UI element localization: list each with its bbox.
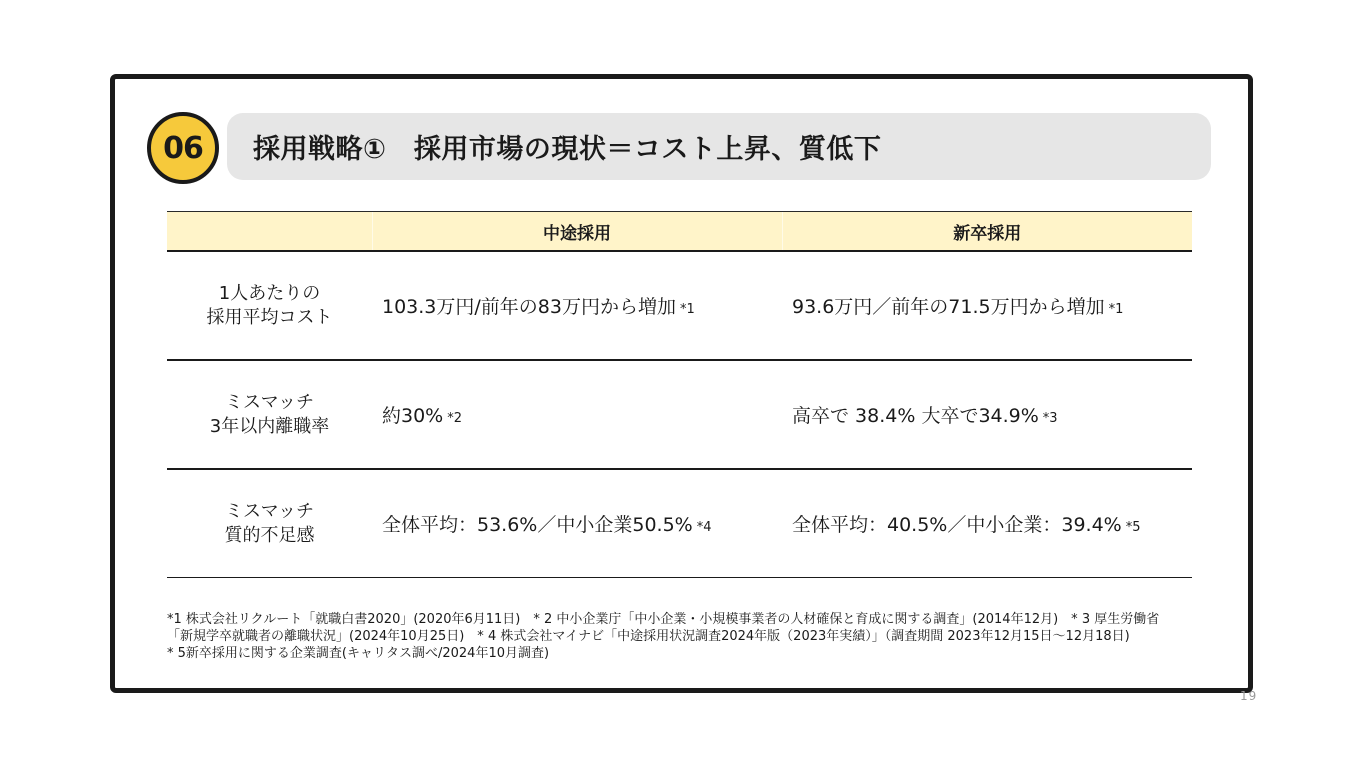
new-grad-value: 全体平均：40.5%／中小企業：39.4% bbox=[792, 514, 1122, 536]
footnote-marker: *2 bbox=[447, 411, 463, 426]
row-label-line2: 質的不足感 bbox=[224, 524, 315, 546]
footnote-line: *1 株式会社リクルート「就職白書2020」(2020年6月11日) * 2 中小企業庁「中小企業・小規模事業者の人材確保と育成に関する調査」(2014年12月) * 3 厚生労働省 bbox=[167, 612, 1160, 627]
footnote-marker: *3 bbox=[1042, 411, 1058, 426]
new-grad-cell bbox=[782, 251, 1192, 360]
row-label bbox=[167, 469, 372, 578]
section-number: 06 bbox=[163, 130, 203, 166]
new-grad-value: 93.6万円／前年の71.5万円から増加 bbox=[792, 296, 1105, 318]
table-header-empty bbox=[167, 212, 372, 252]
footnote-line: * 5新卒採用に関する企業調査(キャリタス調べ/2024年10月調査) bbox=[167, 646, 550, 661]
table-row bbox=[167, 251, 1192, 360]
title-bar bbox=[227, 113, 1211, 180]
footnote-marker: *5 bbox=[1125, 520, 1141, 535]
row-label-line1: ミスマッチ bbox=[225, 391, 314, 413]
table-row bbox=[167, 360, 1192, 469]
footnote-marker: *1 bbox=[1108, 302, 1124, 317]
mid-career-value: 全体平均：53.6%／中小企業50.5% bbox=[382, 514, 693, 536]
comparison-table-container bbox=[167, 211, 1192, 578]
table-row bbox=[167, 469, 1192, 578]
mid-career-cell bbox=[372, 251, 782, 360]
row-label-line1: 1人あたりの bbox=[218, 282, 321, 304]
table-header-mid-career: 中途採用 bbox=[372, 212, 782, 252]
slide-title: 採用戦略① 採用市場の現状＝コスト上昇、質低下 bbox=[253, 134, 882, 165]
new-grad-cell bbox=[782, 469, 1192, 578]
mid-career-value: 約30% bbox=[382, 405, 444, 427]
row-label bbox=[167, 251, 372, 360]
row-label-line2: 採用平均コスト bbox=[206, 306, 333, 328]
page-number: 19 bbox=[1240, 689, 1258, 703]
row-label bbox=[167, 360, 372, 469]
mid-career-value: 103.3万円/前年の83万円から増加 bbox=[382, 296, 676, 318]
new-grad-cell bbox=[782, 360, 1192, 469]
footnotes bbox=[167, 611, 1207, 662]
row-label-line1: ミスマッチ bbox=[225, 500, 314, 522]
new-grad-value: 高卒で 38.4% 大卒で34.9% bbox=[792, 405, 1039, 427]
section-number-badge bbox=[147, 112, 219, 184]
mid-career-cell bbox=[372, 360, 782, 469]
comparison-table bbox=[167, 211, 1192, 578]
footnote-marker: *1 bbox=[679, 302, 695, 317]
mid-career-cell bbox=[372, 469, 782, 578]
footnote-line: 「新規学卒就職者の離職状況」(2024年10月25日) * 4 株式会社マイナビ「中途採用状況調査2024年版（2023年実績）」（調査期間 2023年12月15日〜12月18日) bbox=[167, 629, 1130, 644]
table-header-row bbox=[167, 212, 1192, 252]
footnote-marker: *4 bbox=[696, 520, 712, 535]
row-label-line2: 3年以内離職率 bbox=[209, 415, 330, 437]
table-header-new-grad: 新卒採用 bbox=[782, 212, 1192, 252]
